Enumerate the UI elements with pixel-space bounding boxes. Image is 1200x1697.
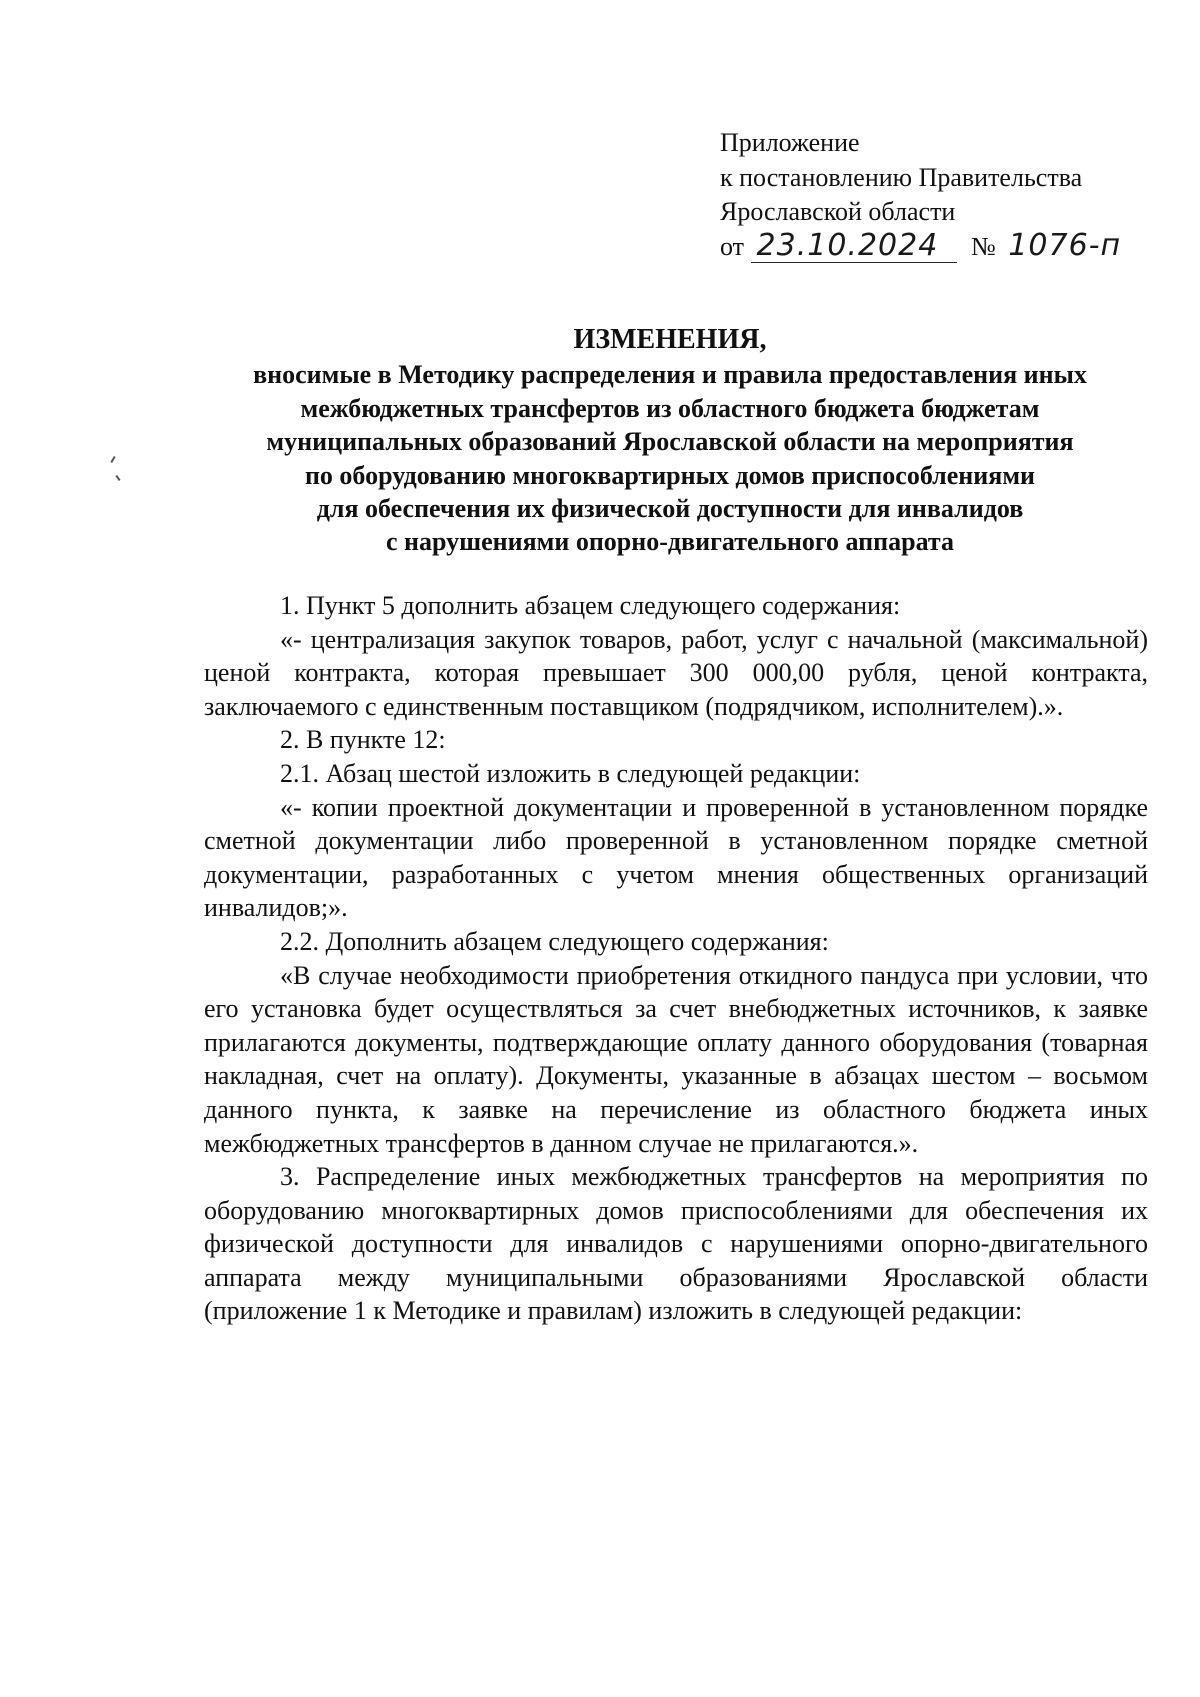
paragraph-3: 3. Распределение иных межбюджетных трансфертов на мероприятия по оборудованию многоквартирных домов приспособлениями для обеспечения их физической доступности для инвалидов с нарушениями опорно-двигательного аппарата между муниципальными образованиями Ярославской области (приложение 1 к Методике и правилам) изложить в следующей редакции: [204, 1162, 1148, 1326]
title-line: по оборудованию многоквартирных домов приспособлениями [304, 460, 1036, 490]
paragraph-1-quote: «- централизация закупок товаров, работ, услуг с начальной (максимальной) ценой контракта, которая превышает 300 000,00 рубля, ценой контракта, заключаемого с единственным поставщиком (подрядчиком, исполнителем).». [204, 624, 1148, 721]
document-body [204, 589, 1148, 1328]
title-line: межбюджетных трансфертов из областного бюджета бюджетам [300, 393, 1040, 423]
number-sign: № [971, 231, 996, 261]
handwritten-date: 23.10.2024 [756, 227, 939, 263]
paragraph-1: 1. Пункт 5 дополнить абзацем следующего содержания: [280, 591, 901, 620]
paragraph-2: 2. В пункте 12: [280, 725, 446, 755]
document-title [200, 323, 1140, 559]
date-prefix: от [720, 231, 745, 261]
handwritten-number: 1076-п [1008, 227, 1122, 263]
scan-speck [115, 475, 120, 481]
appendix-line-2: к постановлению Правительства [720, 162, 1083, 192]
paragraph-2-2-quote: «В случае необходимости приобретения откидного пандуса при условии, что его установка будет осуществляться за счет внебюджетных источников, к заявке прилагаются документы, подтверждающие оплату данного оборудования (товарная накладная, счет на оплату). Документы, указанные в абзацах шестом – восьмом данного пункта, к заявке на перечисление из областного бюджета иных межбюджетных трансфертов в данном случае не прилагаются.». [204, 960, 1148, 1158]
title-line: с нарушениями опорно-двигательного аппарата [385, 527, 954, 557]
title-main: ИЗМЕНЕНИЯ, [573, 324, 767, 355]
paragraph-2-2: 2.2. Дополнить абзацем следующего содержания: [280, 926, 829, 956]
appendix-line-1: Приложение [720, 128, 860, 157]
appendix-line-3: Ярославской области [720, 197, 956, 226]
date-field [751, 227, 957, 263]
scan-speck [110, 456, 115, 463]
title-line: вносимые в Методику распределения и правила предоставления иных [253, 360, 1087, 390]
paragraph-2-1-quote: «- копии проектной документации и проверенной в установленном порядке сметной документации либо проверенной в установленном порядке сметной документации, разработанных с учетом мнения общественных организаций инвалидов;». [204, 792, 1148, 923]
number-field [1002, 227, 1128, 263]
title-line: для обеспечения их физической доступности для инвалидов [316, 494, 1024, 524]
title-line: муниципальных образований Ярославской области на мероприятия [266, 427, 1074, 457]
appendix-date-number-line [720, 227, 1128, 265]
paragraph-2-1: 2.1. Абзац шестой изложить в следующей редакции: [280, 758, 861, 788]
appendix-header [720, 126, 1128, 264]
